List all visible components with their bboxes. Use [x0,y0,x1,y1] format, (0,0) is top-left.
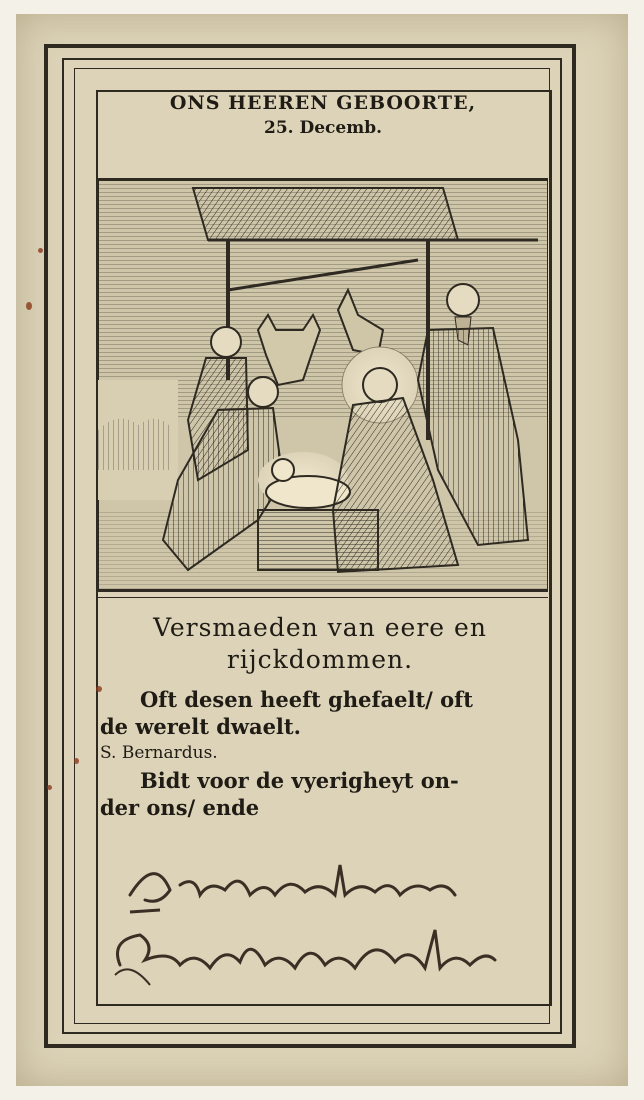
motto [100,612,540,676]
ink-spot [26,302,32,310]
verse-attribution: S. Bernardus. [100,743,218,763]
handwritten-signature [100,850,540,1000]
image-divider-thin [98,597,548,598]
card-header [100,92,546,138]
motto-line-2: rijckdommen. [226,645,414,674]
verse-line-2: de werelt dwaelt. [100,714,301,739]
ink-spot [38,248,43,253]
motto-line-1: Versmaeden van eere en [153,613,487,642]
image-divider [98,590,548,592]
verse-line-3: Bidt voor de vyerigheyt on- [140,768,459,793]
ink-spot [74,758,79,764]
card-text [100,612,540,821]
ink-spot [96,686,102,692]
verse-line-1: Oft desen heeft ghefaelt/ oft [140,687,473,712]
card-title: ONS HEEREN GEBOORTE, [169,92,477,114]
stable-roof [193,188,458,240]
verse [100,686,540,821]
nativity-engraving [98,180,548,590]
ink-spot [47,785,52,790]
card-date: 25. Decemb. [263,118,382,138]
verse-line-4: der ons/ ende [100,795,260,820]
